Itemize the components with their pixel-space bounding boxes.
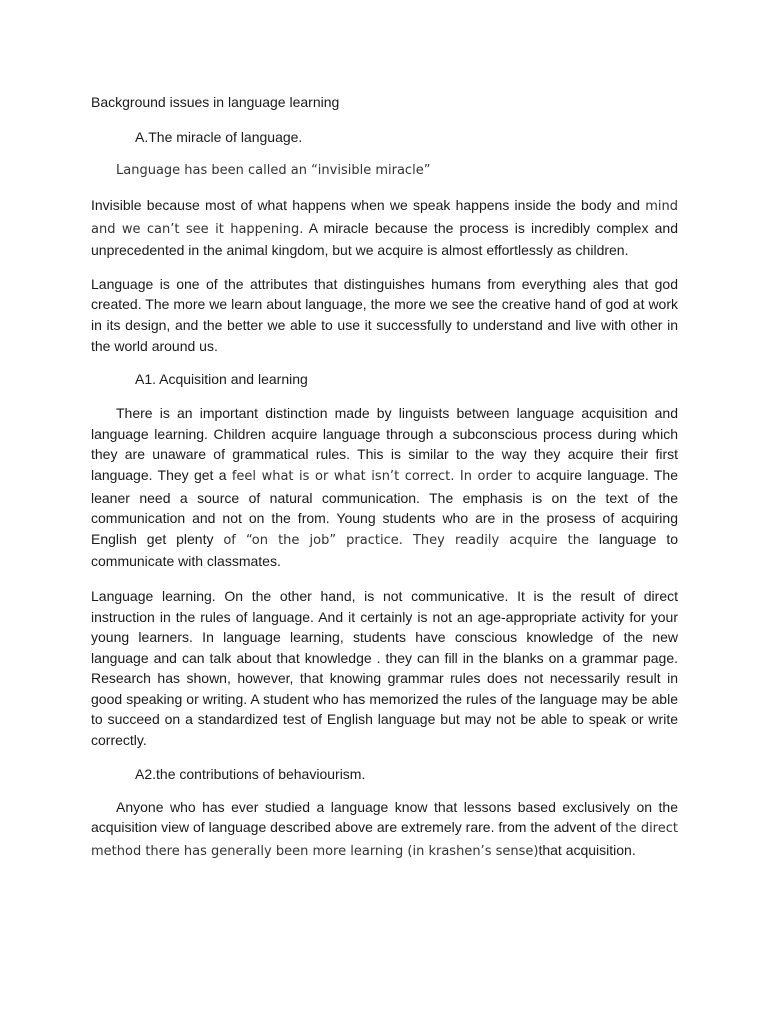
section-heading-a: A.The miracle of language. [135, 129, 303, 145]
document-title: Background issues in language learning [91, 94, 340, 110]
paragraph-invisible-miracle [91, 195, 678, 261]
paragraph-text: A miracle because the process is incredibly complex and unprecedented in the animal kingdom, but we acquire is almost effortlessly as children. [91, 219, 678, 259]
section-heading-a2: A2.the contributions of behaviourism. [135, 765, 366, 782]
document-page [91, 92, 678, 862]
paragraph-text: that acquisition. [538, 841, 636, 858]
paragraph-behaviourism [91, 797, 678, 863]
paragraph-text: acquire language. The leaner need a source of natural communication. The emphasis is on the text of the communication and not on the from. Young students who are in the prosess of acquiring English get plenty [91, 466, 678, 547]
paragraph-text: language to communicate with classmates. [91, 530, 679, 570]
paragraph-text: There is an important distinction made by linguists between language acquisition and language learning. Children acquire language through a subconscious process during which they are unaware of grammatical rules. This is similar to the way they acquire their first language. They get a [91, 405, 678, 483]
paragraph-text: feel what is or what isn’t correct. In order to [231, 468, 531, 484]
paragraph-text: mind and we can’t see it happening. [91, 199, 678, 237]
paragraph-text: the direct method there has generally been more learning (in krashen’s sense) [91, 821, 678, 859]
paragraph-acquisition [91, 403, 678, 572]
paragraph-text: Anyone who has ever studied a language know that lessons based exclusively on the acquisition view of language described above are extremely rare. from the advent of [91, 798, 678, 836]
section-heading-a1: A1. Acquisition and learning [135, 371, 308, 388]
invisible-miracle-callout: Language has been called an “invisible miracle” [116, 163, 431, 178]
paragraph-text: of “on the job” practice. They readily acquire the [223, 532, 589, 548]
paragraph-text: Invisible because most of what happens when we speak happens inside the body and [91, 197, 646, 213]
paragraph-language-learning: Language learning. On the other hand, is not communicative. It is the result of direct instruction in the rules of language. And it certainly is not an age-appropriate activity for your young learners. In language learning, students have conscious knowledge of the new language and can talk about that knowledge . they can fill in the blanks on a grammar page. Research has shown, however, that knowing grammar rules does not necessarily result in good speaking or writing. A student who has memorized the rules of the language may be able to succeed on a standardized test of English language but may not be able to speak or write correctly. [91, 587, 678, 749]
paragraph-language-attributes: Language is one of the attributes that distinguishes humans from everything ales that god created. The more we learn about language, the more we see the creative hand of god at work in its design, and the better we able to use it successfully to understand and live with other in the world around us. [91, 275, 678, 354]
